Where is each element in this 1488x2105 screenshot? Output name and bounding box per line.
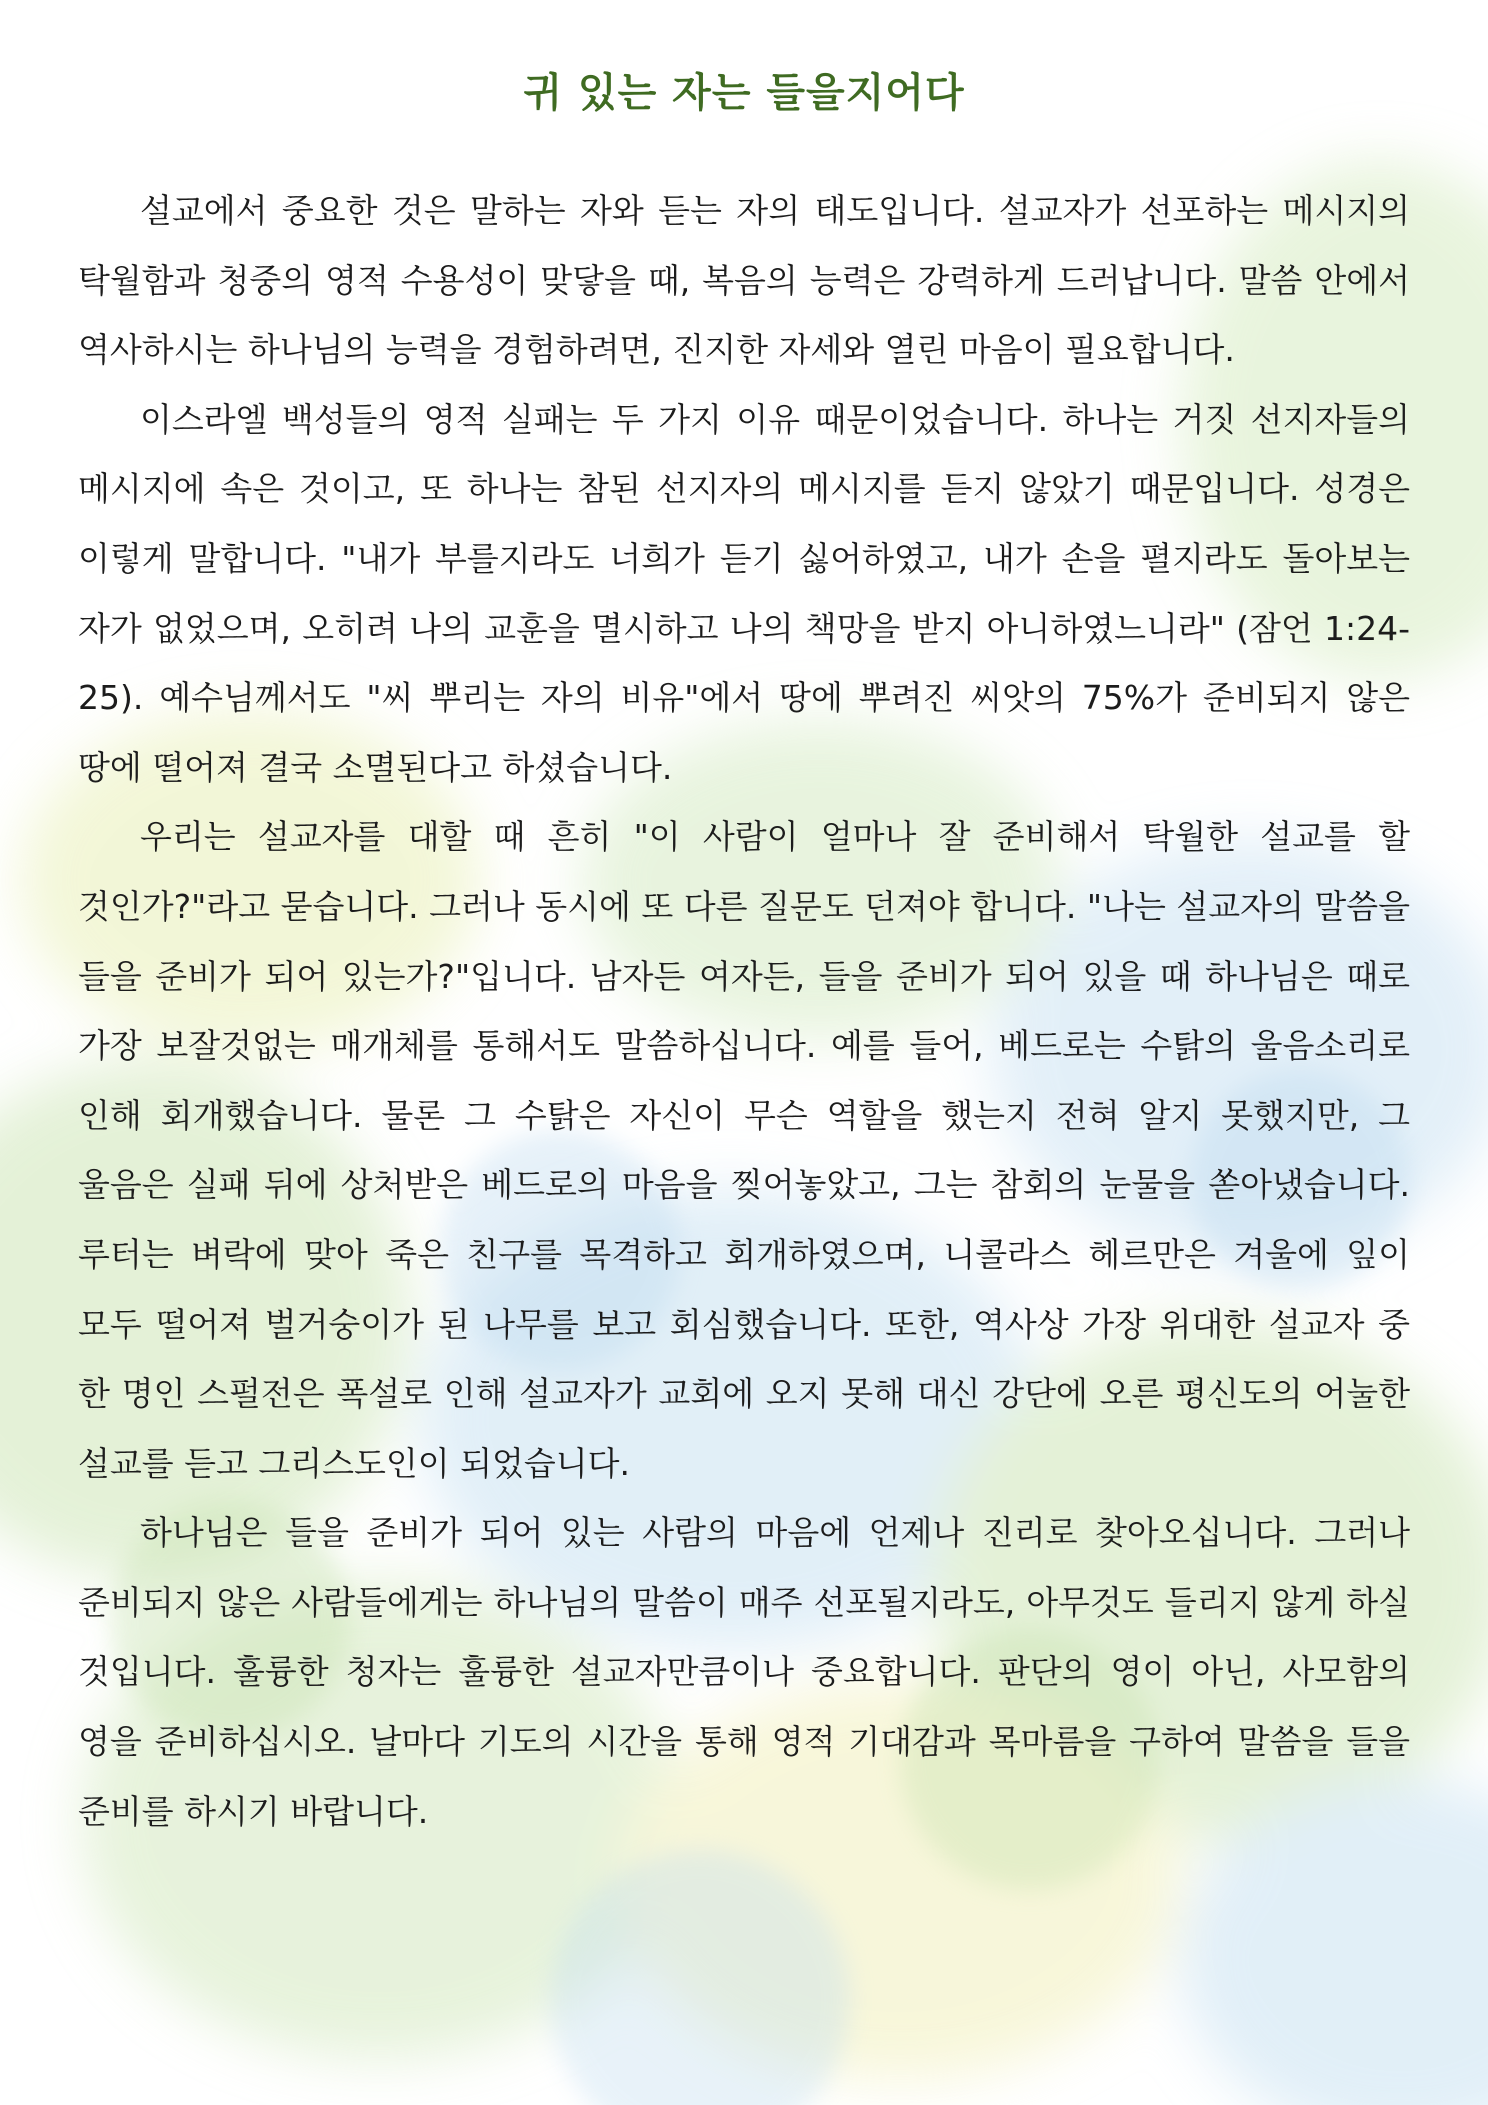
body-text [78,176,1410,1846]
paragraph-1: 설교에서 중요한 것은 말하는 자와 듣는 자의 태도입니다. 설교자가 선포하는 메시지의 탁월함과 청중의 영적 수용성이 맞닿을 때, 복음의 능력은 강력하게 드러납니다. 말씀 안에서 역사하시는 하나님의 능력을 경험하려면, 진지한 자세와 열린 마음이 필요합니다. [78,191,1410,370]
paragraph-4: 하나님은 들을 준비가 되어 있는 사람의 마음에 언제나 진리로 찾아오십니다. 그러나 준비되지 않은 사람들에게는 하나님의 말씀이 매주 선포될지라도, 아무것도 들리지 않게 하실 것입니다. 훌륭한 청자는 훌륭한 설교자만큼이나 중요합니다. 판단의 영이 아닌, 사모함의 영을 준비하십시오. 날마다 기도의 시간을 통해 영적 기대감과 목마름을 구하여 말씀을 들을 준비를 하시기 바랍니다. [78,1513,1410,1831]
paragraph-2: 이스라엘 백성들의 영적 실패는 두 가지 이유 때문이었습니다. 하나는 거짓 선지자들의 메시지에 속은 것이고, 또 하나는 참된 선지자의 메시지를 듣지 않았기 때문입니다. 성경은 이렇게 말합니다. "내가 부를지라도 너희가 듣기 싫어하였고, 내가 손을 펼지라도 돌아보는 자가 없었으며, 오히려 나의 교훈을 멸시하고 나의 책망을 받지 아니하였느니라" (잠언 1:24-25). 예수님께서도 "씨 뿌리는 자의 비유"에서 땅에 뿌려진 씨앗의 75%가 준비되지 않은 땅에 떨어져 결국 소멸된다고 하셨습니다. [78,399,1410,787]
page-title: 귀 있는 자는 들을지어다 [523,70,965,116]
paragraph-3: 우리는 설교자를 대할 때 흔히 "이 사람이 얼마나 잘 준비해서 탁월한 설교를 할 것인가?"라고 묻습니다. 그러나 동시에 또 다른 질문도 던져야 합니다. "나는 설교자의 말씀을 들을 준비가 되어 있는가?"입니다. 남자든 여자든, 들을 준비가 되어 있을 때 하나님은 때로 가장 보잘것없는 매개체를 통해서도 말씀하십니다. 예를 들어, 베드로는 수탉의 울음소리로 인해 회개했습니다. 물론 그 수탉은 자신이 무슨 역할을 했는지 전혀 알지 못했지만, 그 울음은 실패 뒤에 상처받은 베드로의 마음을 찢어놓았고, 그는 참회의 눈물을 쏟아냈습니다. 루터는 벼락에 맞아 죽은 친구를 목격하고 회개하였으며, 니콜라스 헤르만은 겨울에 잎이 모두 떨어져 벌거숭이가 된 나무를 보고 회심했습니다. 또한, 역사상 가장 위대한 설교자 중 한 명인 스펄전은 폭설로 인해 설교자가 교회에 오지 못해 대신 강단에 오른 평신도의 어눌한 설교를 듣고 그리스도인이 되었습니다. [78,817,1410,1483]
